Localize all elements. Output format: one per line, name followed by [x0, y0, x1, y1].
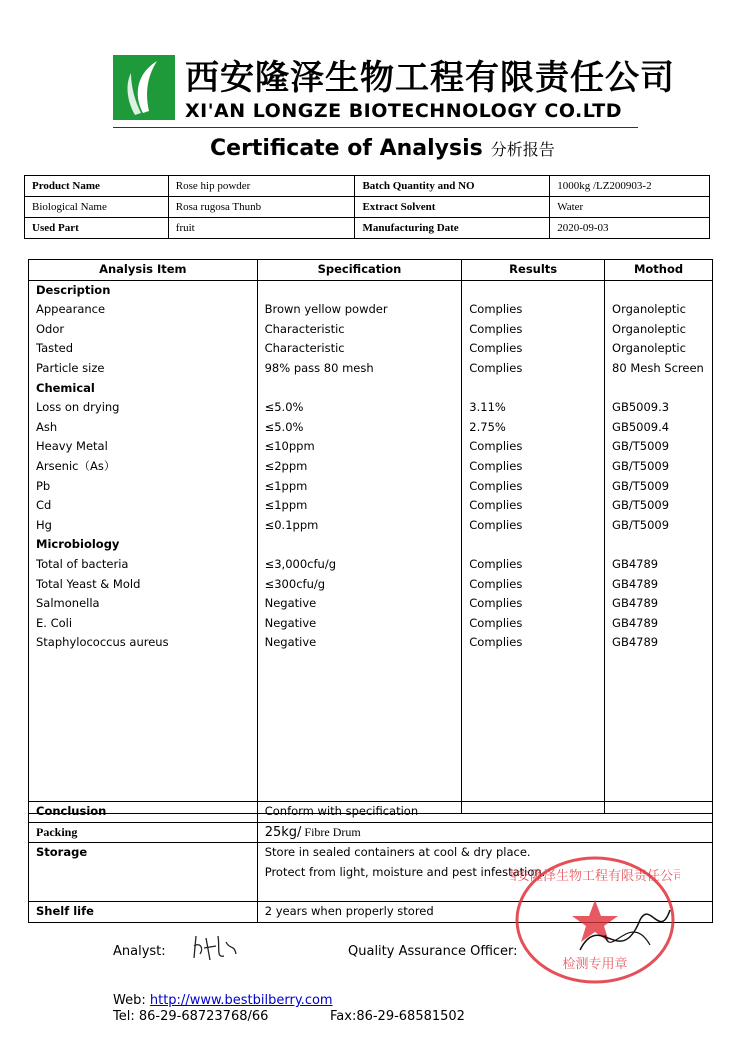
header-method: Mothod — [605, 260, 713, 281]
specification-cell: ≤1ppm — [257, 496, 462, 516]
section-row — [29, 535, 713, 555]
used-part-label: Used Part — [25, 218, 169, 239]
method-cell: GB/T5009 — [605, 477, 713, 497]
table-row — [29, 516, 713, 536]
table-row — [29, 614, 713, 634]
table-row — [29, 477, 713, 497]
section-row — [29, 379, 713, 399]
method-cell: GB5009.4 — [605, 418, 713, 438]
title-en: Certificate of Analysis — [210, 136, 483, 161]
table-row — [29, 437, 713, 457]
table-cell — [605, 379, 713, 399]
table-row — [29, 320, 713, 340]
biological-name-value: Rosa rugosa Thunb — [168, 197, 355, 218]
result-cell: Complies — [462, 320, 605, 340]
analysis-item-cell: Arsenic（As） — [29, 457, 258, 477]
analysis-item-cell: Salmonella — [29, 594, 258, 614]
web-line — [113, 993, 333, 1008]
analysis-item-cell: Cd — [29, 496, 258, 516]
specification-cell: ≤2ppm — [257, 457, 462, 477]
web-label: Web: — [113, 993, 146, 1008]
table-cell — [257, 379, 462, 399]
method-cell: 80 Mesh Screen — [605, 359, 713, 379]
table-row — [25, 197, 710, 218]
analysis-item-cell: Total Yeast & Mold — [29, 575, 258, 595]
specification-cell: Negative — [257, 614, 462, 634]
specification-cell: ≤1ppm — [257, 477, 462, 497]
table-row — [29, 496, 713, 516]
product-name-label: Product Name — [25, 176, 169, 197]
specification-cell: Characteristic — [257, 339, 462, 359]
date-value: 2020-09-03 — [550, 218, 710, 239]
specification-cell: Negative — [257, 633, 462, 653]
signature-icon — [190, 928, 240, 966]
specification-cell: ≤5.0% — [257, 418, 462, 438]
specification-cell: ≤0.1ppm — [257, 516, 462, 536]
table-row — [29, 594, 713, 614]
analysis-item-cell: Heavy Metal — [29, 437, 258, 457]
header-specification: Specification — [257, 260, 462, 281]
table-cell — [257, 653, 462, 814]
table-cell — [605, 653, 713, 814]
conclusion-label: Conclusion — [29, 802, 258, 823]
specification-cell: Brown yellow powder — [257, 300, 462, 320]
result-cell: Complies — [462, 359, 605, 379]
company-logo — [113, 55, 175, 120]
section-title: Chemical — [29, 379, 258, 399]
result-cell: Complies — [462, 496, 605, 516]
table-cell — [605, 535, 713, 555]
result-cell: Complies — [462, 614, 605, 634]
result-cell: Complies — [462, 477, 605, 497]
section-row — [29, 280, 713, 300]
method-cell: GB4789 — [605, 555, 713, 575]
table-row — [29, 633, 713, 653]
method-cell: GB4789 — [605, 614, 713, 634]
specification-cell: Characteristic — [257, 320, 462, 340]
analysis-body — [29, 280, 713, 813]
tel-text: Tel: 86-29-68723768/66 — [113, 1009, 269, 1024]
analysis-item-cell: Hg — [29, 516, 258, 536]
table-cell — [462, 379, 605, 399]
seal-icon — [510, 850, 680, 990]
header-results: Results — [462, 260, 605, 281]
table-row — [25, 176, 710, 197]
section-title: Microbiology — [29, 535, 258, 555]
method-cell: GB/T5009 — [605, 496, 713, 516]
table-row — [29, 339, 713, 359]
empty-row — [29, 653, 713, 814]
method-cell: GB4789 — [605, 633, 713, 653]
header-analysis-item: Analysis Item — [29, 260, 258, 281]
method-cell: GB/T5009 — [605, 437, 713, 457]
website-link[interactable]: http://www.bestbilberry.com — [149, 993, 333, 1008]
method-cell: Organoleptic — [605, 300, 713, 320]
method-cell: Organoleptic — [605, 339, 713, 359]
qa-officer-label: Quality Assurance Officer: — [348, 944, 518, 959]
method-cell: GB4789 — [605, 594, 713, 614]
solvent-value: Water — [550, 197, 710, 218]
result-cell: Complies — [462, 555, 605, 575]
table-row — [29, 300, 713, 320]
table-cell — [605, 280, 713, 300]
company-name-en: XI'AN LONGZE BIOTECHNOLOGY CO.LTD — [185, 100, 622, 122]
solvent-label: Extract Solvent — [355, 197, 550, 218]
table-row — [29, 802, 713, 823]
specification-cell: ≤3,000cfu/g — [257, 555, 462, 575]
analysis-item-cell: Loss on drying — [29, 398, 258, 418]
method-cell: GB/T5009 — [605, 516, 713, 536]
analysis-item-cell: Particle size — [29, 359, 258, 379]
table-row — [29, 418, 713, 438]
specification-cell: ≤10ppm — [257, 437, 462, 457]
method-cell: GB5009.3 — [605, 398, 713, 418]
section-title: Description — [29, 280, 258, 300]
packing-type: Fibre Drum — [304, 824, 361, 839]
table-row — [29, 359, 713, 379]
table-cell — [462, 653, 605, 814]
specification-cell: Negative — [257, 594, 462, 614]
storage-label: Storage — [29, 843, 258, 902]
analyst-label: Analyst: — [113, 944, 166, 959]
analysis-table — [28, 259, 713, 814]
result-cell: 2.75% — [462, 418, 605, 438]
table-row — [29, 575, 713, 595]
storage-line-1: Store in sealed containers at cool & dry place. — [264, 845, 531, 860]
analysis-item-cell: Appearance — [29, 300, 258, 320]
storage-line-2: Protect from light, moisture and pest infestation. — [264, 864, 546, 879]
result-cell: Complies — [462, 633, 605, 653]
method-cell: Organoleptic — [605, 320, 713, 340]
table-row — [29, 457, 713, 477]
table-cell — [257, 535, 462, 555]
packing-value — [257, 822, 712, 843]
product-name-value: Rose hip powder — [168, 176, 355, 197]
conclusion-value: Conform with specification — [257, 802, 712, 823]
result-cell: Complies — [462, 339, 605, 359]
shelf-life-value: 2 years when properly stored — [257, 902, 712, 923]
table-cell — [29, 653, 258, 814]
result-cell: 3.11% — [462, 398, 605, 418]
analysis-item-cell: E. Coli — [29, 614, 258, 634]
packing-label: Packing — [29, 822, 258, 843]
page-title — [210, 136, 555, 163]
table-row — [25, 218, 710, 239]
analysis-item-cell: Total of bacteria — [29, 555, 258, 575]
specification-cell: 98% pass 80 mesh — [257, 359, 462, 379]
date-label: Manufacturing Date — [355, 218, 550, 239]
analysis-item-cell: Pb — [29, 477, 258, 497]
analysis-item-cell: Staphylococcus aureus — [29, 633, 258, 653]
packing-qty: 25kg/ — [264, 824, 302, 840]
biological-name-label: Biological Name — [25, 197, 169, 218]
table-row — [29, 398, 713, 418]
table-header-row — [29, 260, 713, 281]
method-cell: GB/T5009 — [605, 457, 713, 477]
table-cell — [462, 535, 605, 555]
analysis-item-cell: Tasted — [29, 339, 258, 359]
company-seal — [510, 850, 680, 990]
batch-label: Batch Quantity and NO — [355, 176, 550, 197]
result-cell: Complies — [462, 457, 605, 477]
seal-text: 西安隆泽生物工程有限责任公司 — [510, 869, 680, 884]
product-info-table — [24, 175, 710, 239]
result-cell: Complies — [462, 594, 605, 614]
analysis-item-cell: Odor — [29, 320, 258, 340]
fax-text: Fax:86-29-68581502 — [330, 1009, 465, 1024]
used-part-value: fruit — [168, 218, 355, 239]
result-cell: Complies — [462, 575, 605, 595]
batch-value: 1000kg /LZ200903-2 — [550, 176, 710, 197]
result-cell: Complies — [462, 300, 605, 320]
analysis-item-cell: Ash — [29, 418, 258, 438]
shelf-life-label: Shelf life — [29, 902, 258, 923]
title-cn: 分析报告 — [490, 140, 555, 159]
result-cell: Complies — [462, 437, 605, 457]
method-cell: GB4789 — [605, 575, 713, 595]
table-cell — [462, 280, 605, 300]
table-row — [29, 822, 713, 843]
specification-cell: ≤5.0% — [257, 398, 462, 418]
analyst-signature — [190, 928, 240, 966]
header-divider — [113, 127, 638, 128]
result-cell: Complies — [462, 516, 605, 536]
table-row — [29, 555, 713, 575]
specification-cell: ≤300cfu/g — [257, 575, 462, 595]
leaf-icon — [113, 55, 175, 120]
company-name-cn: 西安隆泽生物工程有限责任公司 — [185, 58, 675, 98]
table-cell — [257, 280, 462, 300]
seal-subtext: 检测专用章 — [562, 957, 628, 972]
